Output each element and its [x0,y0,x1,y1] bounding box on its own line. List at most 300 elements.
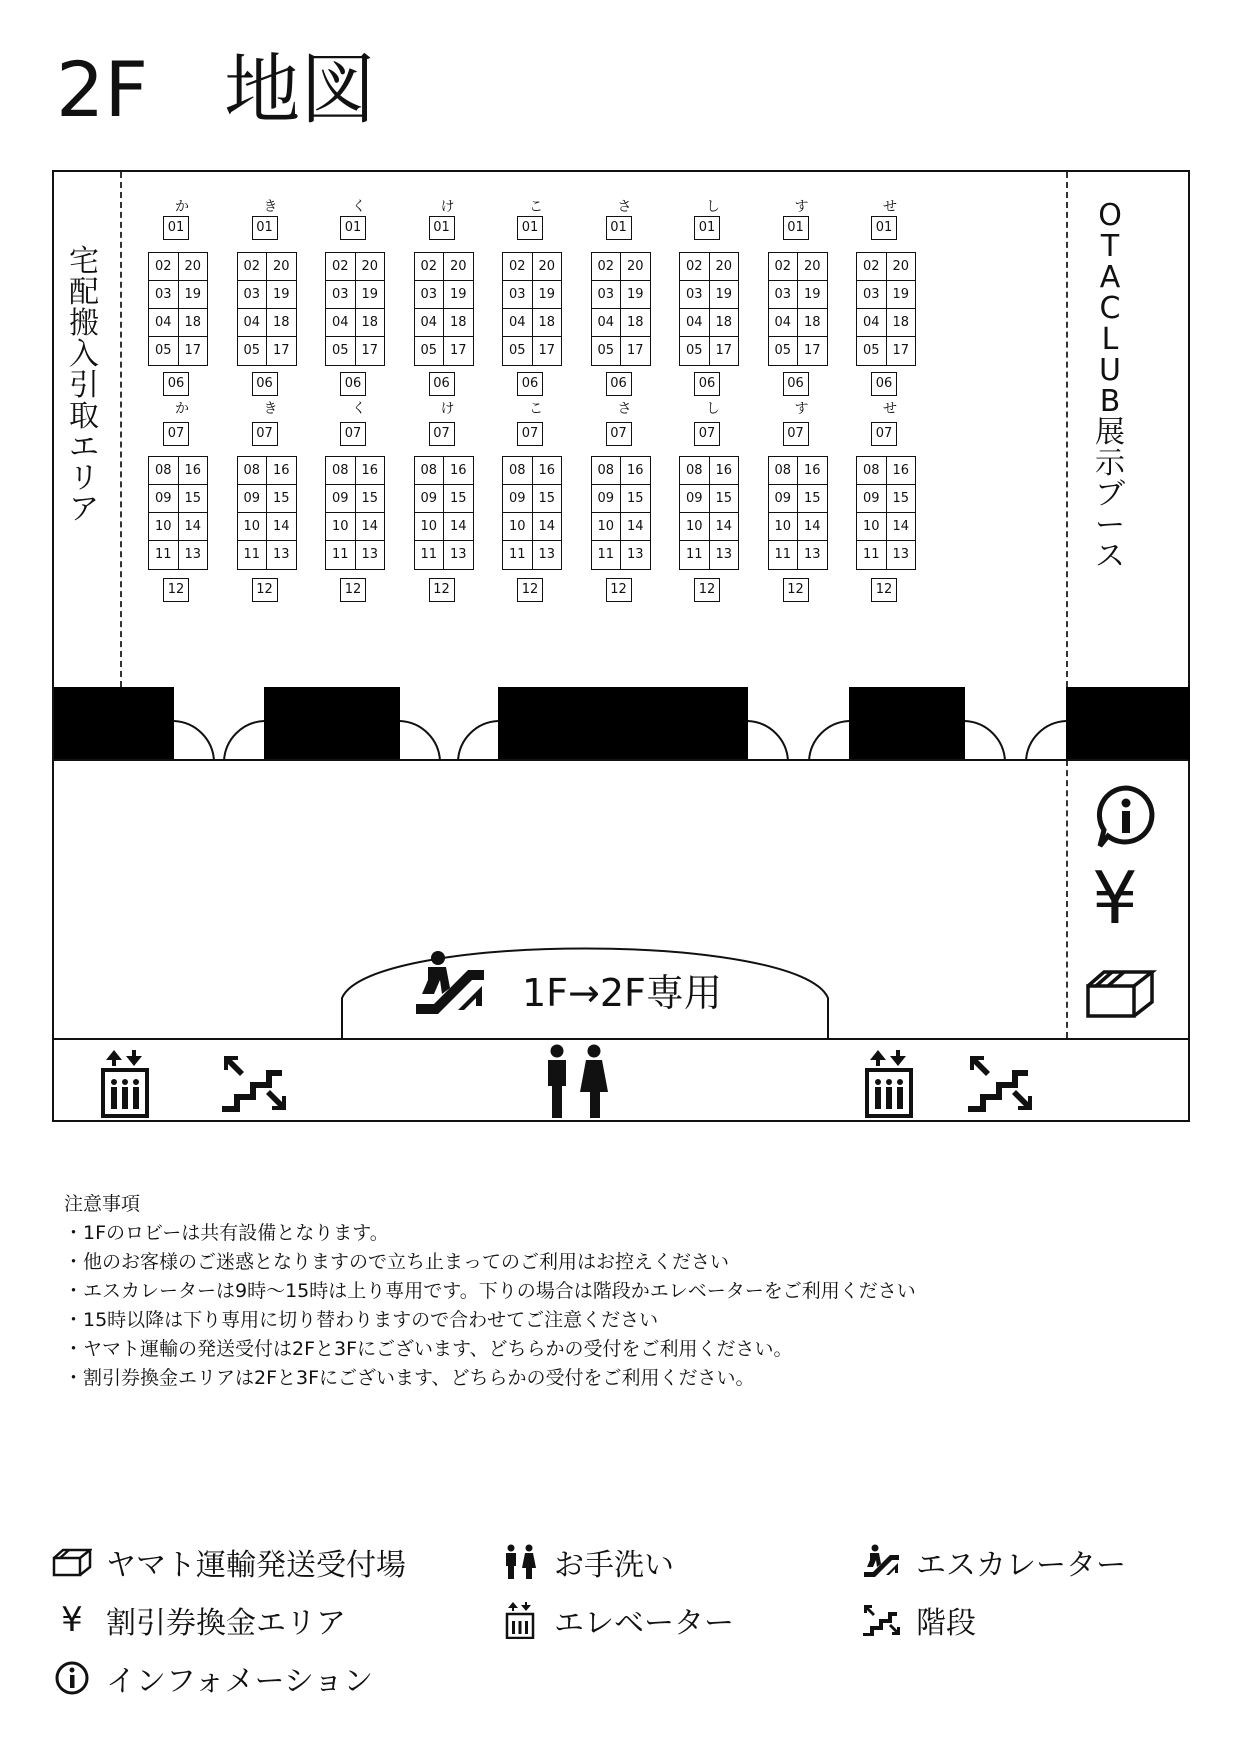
booth-pair-block [148,252,208,366]
booth-row [769,337,827,365]
column-kana-label: す [794,199,809,215]
booth-cell: 01 [517,216,543,240]
delivery-area-label-char: 配 [69,275,99,310]
booth-row [415,541,473,569]
booth-row [326,513,384,541]
booth-cell: 04 [326,309,356,336]
booth-cell: 05 [149,337,179,365]
booth-cell: 01 [429,216,455,240]
booth-cell: 15 [449,491,467,506]
booth-cell: 20 [715,259,733,274]
door-swing [965,721,1005,761]
booth-row [326,541,384,569]
booth-cell: 03 [415,281,445,308]
booth-cell: 04 [769,309,799,336]
delivery-area-label-char: 引 [69,368,99,403]
column-kana-label: こ [529,401,543,417]
column-kana-label: か [175,401,189,417]
booth-column [235,172,307,612]
booth-row [680,253,738,281]
delivery-area-label-char: リ [69,461,99,496]
otaclub-booth-label-char: 展 [1095,415,1125,450]
booth-cell: 12 [517,578,543,602]
booth-cell: 12 [871,578,897,602]
booth-column [854,172,926,612]
booth-row [769,485,827,513]
booth-row [857,541,915,569]
booth-row [680,309,738,337]
column-kana-label: し [706,199,720,215]
booth-cell: 01 [340,216,366,240]
booth-cell: 19 [626,287,644,302]
otaclub-booth-label-char: U [1099,353,1121,388]
booth-cell: 06 [340,372,366,396]
booth-row [326,337,384,365]
booth-cell: 01 [163,216,189,240]
info-icon [52,1659,92,1697]
notes-item: ・他のお客様のご迷惑となりますので立ち止まってのご利用はお控えください [64,1251,730,1273]
booth-cell: 20 [803,259,821,274]
booth-cell: 15 [715,491,733,506]
escalator-icon [412,950,490,1020]
booth-cell: 15 [272,491,290,506]
booth-row [149,309,207,337]
delivery-area-label-char: エ [69,430,99,465]
booth-column [323,172,395,612]
booth-cell: 13 [272,547,290,562]
booth-row [592,485,650,513]
booth-cell: 18 [803,315,821,330]
booth-cell: 02 [769,253,799,280]
booth-cell: 03 [149,281,179,308]
door-swing [400,721,440,761]
booth-cell: 01 [252,216,278,240]
legend-parcel [52,1540,406,1584]
booth-cell: 08 [503,457,533,484]
booth-cell: 09 [503,485,533,512]
booth-row [149,281,207,309]
booth-cell: 17 [184,343,202,358]
otaclub-booth-label-char: T [1100,229,1120,264]
booth-cell: 06 [783,372,809,396]
booth-row [769,309,827,337]
booth-cell: 08 [769,457,799,484]
legend-stairs [862,1598,976,1642]
booth-row [680,541,738,569]
booth-cell: 18 [272,315,290,330]
booth-row [769,513,827,541]
delivery-area-label-char: 取 [69,399,99,434]
booth-cell: 20 [892,259,910,274]
booth-cell: 20 [626,259,644,274]
escalator-icon [862,1543,902,1581]
booth-cell: 16 [626,463,644,478]
booth-row [326,485,384,513]
booth-cell: 03 [238,281,268,308]
elevator-icon [100,1048,152,1118]
booth-row [592,513,650,541]
booth-cell: 07 [163,422,189,446]
stairs-icon [862,1601,902,1639]
booth-row [415,281,473,309]
booth-row [503,457,561,485]
parcel-icon [52,1543,92,1581]
booth-row [238,541,296,569]
booth-cell: 14 [715,519,733,534]
booth-row [149,337,207,365]
booth-row [769,457,827,485]
booth-cell: 14 [892,519,910,534]
booth-cell: 19 [538,287,556,302]
column-kana-label: く [352,199,366,215]
booth-cell: 08 [857,457,887,484]
booth-cell: 07 [694,422,720,446]
booth-cell: 11 [149,541,179,569]
restroom-icon [544,1044,610,1120]
notes-item: ・15時以降は下り専用に切り替わりますので合わせてご注意ください [64,1309,659,1331]
wall-edge [54,759,1188,761]
booth-cell: 11 [238,541,268,569]
delivery-area-label-char: 入 [69,337,99,372]
booth-cell: 13 [892,547,910,562]
booth-row [149,541,207,569]
booth-cell: 05 [769,337,799,365]
booth-row [149,485,207,513]
legend-info-label: インフォメーション [106,1664,374,1699]
column-kana-label: せ [883,199,897,215]
booth-cell: 16 [184,463,202,478]
booth-cell: 02 [857,253,887,280]
booth-cell: 16 [892,463,910,478]
booth-cell: 07 [517,422,543,446]
floor-map [52,170,1190,1122]
notes-heading: 注意事項 [64,1193,141,1215]
booth-cell: 06 [252,372,278,396]
booth-cell: 10 [238,513,268,540]
column-kana-label: け [440,199,455,215]
booth-pair-block [591,456,651,570]
booth-row [238,485,296,513]
booth-row [592,281,650,309]
booth-row [149,513,207,541]
booth-cell: 05 [415,337,445,365]
booth-row [503,281,561,309]
booth-cell: 15 [803,491,821,506]
booth-cell: 12 [606,578,632,602]
notes-item: ・エスカレーターは9時～15時は上り専用です。下りの場合は階段かエレベーターをご利用ください [64,1280,916,1302]
otaclub-booth-label-char: A [1099,260,1121,295]
booth-cell: 05 [503,337,533,365]
booth-cell: 13 [184,547,202,562]
yen-icon: ¥ [1092,856,1138,940]
booth-cell: 09 [238,485,268,512]
booth-cell: 04 [592,309,622,336]
booth-row [857,485,915,513]
parcel-icon [1084,968,1158,1020]
stairs-icon [966,1052,1036,1114]
booth-cell: 01 [606,216,632,240]
door-swing [458,721,498,761]
door-swing [809,721,849,761]
booth-cell: 11 [769,541,799,569]
booth-pair-block [414,252,474,366]
booth-pair-block [325,456,385,570]
booth-row [503,253,561,281]
booth-cell: 06 [429,372,455,396]
booth-cell: 19 [803,287,821,302]
otaclub-booth-label-char: O [1098,198,1122,233]
booth-cell: 04 [149,309,179,336]
booth-cell: 08 [326,457,356,484]
door-swing [1026,721,1066,761]
booth-cell: 11 [592,541,622,569]
booth-cell: 12 [163,578,189,602]
booth-row [238,337,296,365]
booth-cell: 04 [415,309,445,336]
booth-cell: 10 [857,513,887,540]
column-kana-label: こ [529,199,543,215]
notes-item: ・ヤマト運輸の発送受付は2Fと3Fにございます、どちらかの受付をご利用ください。 [64,1338,793,1360]
booth-cell: 08 [415,457,445,484]
booth-row [857,253,915,281]
booth-cell: 07 [871,422,897,446]
booth-row [415,457,473,485]
booth-cell: 19 [449,287,467,302]
booth-cell: 09 [680,485,710,512]
booth-cell: 12 [694,578,720,602]
booth-column [412,172,484,612]
booth-cell: 20 [272,259,290,274]
booth-cell: 14 [361,519,379,534]
booth-pair-block [856,252,916,366]
booth-column [500,172,572,612]
booth-row [769,281,827,309]
otaclub-booth-label-char: L [1101,322,1119,357]
booth-cell: 18 [715,315,733,330]
booth-cell: 08 [592,457,622,484]
booth-pair-block [325,252,385,366]
booth-cell: 07 [429,422,455,446]
booth-row [857,457,915,485]
booth-cell: 07 [340,422,366,446]
booth-cell: 02 [149,253,179,280]
booth-pair-block [502,252,562,366]
booth-cell: 05 [857,337,887,365]
otaclub-booth-label-char: ス [1095,539,1125,574]
booth-row [149,253,207,281]
booth-cell: 15 [184,491,202,506]
booth-row [857,309,915,337]
booth-cell: 01 [871,216,897,240]
legend-stairs-label: 階段 [916,1606,976,1641]
booth-cell: 19 [715,287,733,302]
otaclub-booth-label-char: ブ [1095,477,1125,512]
booth-cell: 10 [680,513,710,540]
legend-elevator-label: エレベーター [554,1606,734,1641]
booth-row [415,309,473,337]
booth-cell: 02 [238,253,268,280]
otaclub-booth-label-char: C [1099,291,1121,326]
booth-cell: 12 [252,578,278,602]
legend-yen [52,1598,346,1642]
booth-cell: 18 [449,315,467,330]
booth-cell: 01 [783,216,809,240]
booth-cell: 02 [503,253,533,280]
booth-cell: 04 [857,309,887,336]
booth-cell: 10 [592,513,622,540]
booth-cell: 17 [626,343,644,358]
booth-cell: 11 [415,541,445,569]
door-swing [174,721,214,761]
booth-row [238,253,296,281]
delivery-area-label-char: 宅 [69,244,99,279]
booth-cell: 19 [892,287,910,302]
booth-row [238,309,296,337]
booth-row [680,513,738,541]
column-kana-label: し [706,401,720,417]
booth-row [503,541,561,569]
booth-row [326,253,384,281]
booth-cell: 19 [272,287,290,302]
booth-row [857,513,915,541]
booth-cell: 10 [769,513,799,540]
booth-cell: 12 [429,578,455,602]
booth-row [769,253,827,281]
column-kana-label: す [794,401,809,417]
booth-pair-block [768,252,828,366]
booth-row [680,337,738,365]
booth-cell: 16 [449,463,467,478]
booth-cell: 18 [626,315,644,330]
delivery-area-label-char: 搬 [69,306,99,341]
booth-row [592,253,650,281]
booth-row [503,485,561,513]
booth-cell: 08 [238,457,268,484]
booth-cell: 10 [149,513,179,540]
booth-cell: 02 [415,253,445,280]
booth-cell: 09 [592,485,622,512]
otaclub-booth-label-char: B [1099,384,1121,419]
booth-cell: 02 [680,253,710,280]
legend-escalator [862,1540,1126,1584]
booth-cell: 13 [626,547,644,562]
booth-cell: 09 [149,485,179,512]
booth-cell: 09 [415,485,445,512]
booth-cell: 15 [361,491,379,506]
info-icon [1094,784,1158,850]
booth-cell: 06 [606,372,632,396]
booth-cell: 14 [538,519,556,534]
booth-cell: 09 [857,485,887,512]
column-kana-label: せ [883,401,897,417]
door-swing [224,721,264,761]
booth-row [592,541,650,569]
legend-escalator-label: エスカレーター [916,1548,1126,1583]
notes-item: ・1Fのロビーは共有設備となります。 [64,1222,389,1244]
booth-cell: 17 [361,343,379,358]
booth-cell: 02 [326,253,356,280]
booth-column [589,172,661,612]
booth-cell: 06 [694,372,720,396]
stairs-icon [220,1052,290,1114]
booth-row [415,513,473,541]
booth-cell: 13 [803,547,821,562]
delivery-area-label-char: ア [69,492,99,527]
booth-row [415,253,473,281]
booth-row [238,457,296,485]
booth-cell: 06 [871,372,897,396]
booth-row [149,457,207,485]
booth-row [326,457,384,485]
booth-cell: 05 [680,337,710,365]
booth-row [326,281,384,309]
booth-pair-block [237,456,297,570]
booth-cell: 15 [626,491,644,506]
booth-cell: 05 [238,337,268,365]
booth-cell: 10 [326,513,356,540]
booth-cell: 18 [361,315,379,330]
booth-column [677,172,749,612]
booth-cell: 02 [592,253,622,280]
booth-cell: 05 [592,337,622,365]
booth-row [415,485,473,513]
booth-cell: 17 [449,343,467,358]
booth-cell: 20 [449,259,467,274]
booth-cell: 08 [680,457,710,484]
booth-cell: 07 [606,422,632,446]
booth-cell: 16 [361,463,379,478]
booth-row [857,281,915,309]
booth-cell: 15 [892,491,910,506]
otaclub-booth-label-char: 示 [1095,446,1125,481]
booth-cell: 20 [538,259,556,274]
booth-cell: 17 [715,343,733,358]
booth-cell: 16 [538,463,556,478]
column-kana-label: さ [617,199,632,215]
booth-cell: 06 [163,372,189,396]
booth-cell: 09 [326,485,356,512]
booth-cell: 04 [503,309,533,336]
booth-cell: 16 [272,463,290,478]
booth-cell: 03 [857,281,887,308]
booth-row [680,457,738,485]
booth-cell: 04 [680,309,710,336]
booth-cell: 12 [783,578,809,602]
booth-cell: 03 [592,281,622,308]
booth-cell: 14 [803,519,821,534]
booth-cell: 07 [252,422,278,446]
booth-pair-block [502,456,562,570]
booth-column [766,172,838,612]
column-kana-label: き [263,401,278,417]
booth-cell: 16 [803,463,821,478]
booth-cell: 19 [361,287,379,302]
booth-pair-block [237,252,297,366]
booth-cell: 17 [803,343,821,358]
booth-cell: 04 [238,309,268,336]
booth-cell: 14 [626,519,644,534]
booth-pair-block [679,456,739,570]
booth-cell: 13 [361,547,379,562]
column-kana-label: さ [617,401,632,417]
booth-cell: 17 [272,343,290,358]
booth-cell: 08 [149,457,179,484]
door-swing [748,721,788,761]
booth-column [146,172,218,612]
booth-pair-block [148,456,208,570]
booth-cell: 11 [326,541,356,569]
booth-cell: 14 [449,519,467,534]
